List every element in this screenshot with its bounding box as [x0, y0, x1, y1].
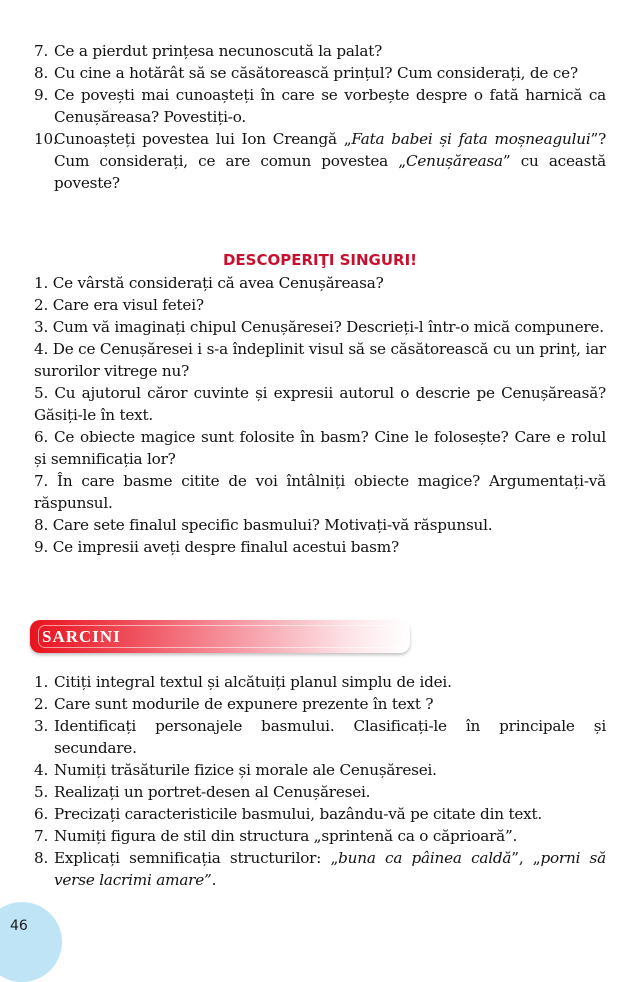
- item-text: Precizați caracteristicile basmului, bazându-vă pe citate din text.: [54, 805, 543, 823]
- item-number: 7.: [34, 827, 49, 845]
- list-item: [34, 715, 606, 759]
- questions-top-list: [34, 40, 606, 194]
- item-text: Care sunt modurile de expunere prezente în text ?: [54, 695, 434, 713]
- list-item: 8. Care sete finalul specific basmului? Motivați-vă răspunsul.: [34, 516, 493, 534]
- item-text: Cu cine a hotărât să se căsătorească prințul? Cum considerați, de ce?: [54, 64, 578, 82]
- item-text-part: Cunoașteți povestea lui Ion Creangă „: [54, 130, 352, 148]
- list-item: [34, 128, 606, 194]
- item-number: 5.: [34, 783, 49, 801]
- list-item: [34, 84, 606, 128]
- item-number: 8.: [34, 64, 49, 82]
- item-text: Realizați un portret-desen al Cenușăresei.: [54, 783, 371, 801]
- item-number: 4.: [34, 761, 49, 779]
- list-item: 2. Care era visul fetei?: [34, 296, 204, 314]
- item-number: 3.: [34, 717, 49, 735]
- item-number: 7.: [34, 42, 49, 60]
- list-item: [34, 693, 606, 715]
- item-number: 1.: [34, 673, 49, 691]
- item-text-part: Explicați semnificația structurilor: „: [54, 849, 339, 867]
- list-item: [34, 62, 606, 84]
- list-item: 1. Ce vârstă considerați că avea Cenușăreasa?: [34, 274, 384, 292]
- item-text-italic: porni să verse lacrimi amare”.: [54, 849, 607, 889]
- item-text: Numiți figura de stil din structura „sprintenă ca o căprioară”.: [54, 827, 518, 845]
- item-number: 9.: [34, 86, 49, 104]
- item-text-part: ” cu această poveste?: [54, 152, 606, 192]
- section-heading-sarcini: SARCINI: [42, 627, 121, 646]
- list-item: [34, 781, 606, 803]
- item-text-part: ”, „: [511, 849, 541, 867]
- item-number: 6.: [34, 805, 49, 823]
- item-text: Identificați personajele basmului. Clasificați-le în principale și secundare.: [54, 717, 606, 757]
- item-number: 2.: [34, 695, 49, 713]
- list-item: [34, 759, 606, 781]
- list-item: 3. Cum vă imaginați chipul Cenușăresei? Descrieți-l într-o mică compunere.: [34, 318, 604, 336]
- item-text-italic: Fata babei și fata moșneagului: [351, 130, 591, 148]
- item-text: Citiți integral textul și alcătuiți planul simplu de idei.: [54, 673, 452, 691]
- item-text-italic: buna ca pâinea caldă: [338, 849, 512, 867]
- sarcini-list: [34, 671, 606, 891]
- item-text: Ce povești mai cunoașteți în care se vorbește despre o fată harnică ca Cenușăreasa? Povestiți-o.: [54, 86, 606, 126]
- list-item: 4. De ce Cenușăresei i s-a îndeplinit visul să se căsătorească cu un prinț, iar surorilor vitrege nu?: [34, 340, 606, 380]
- item-text-italic: Cenușăreasa: [405, 152, 503, 170]
- list-item: [34, 40, 606, 62]
- item-text: Numiți trăsăturile fizice și morale ale Cenușăresei.: [54, 761, 437, 779]
- list-item: [34, 803, 606, 825]
- list-item: 6. Ce obiecte magice sunt folosite în basm? Cine le folosește? Care e rolul și semnificația lor?: [34, 428, 606, 468]
- item-number: 8.: [34, 849, 49, 867]
- item-number: 10.: [34, 130, 58, 148]
- section-heading-descoperiti: DESCOPERIŢI SINGURI!: [222, 251, 418, 269]
- page-number: 46: [10, 918, 28, 934]
- list-item: [34, 825, 606, 847]
- list-item: [34, 671, 606, 693]
- item-text: Ce a pierdut prințesa necunoscută la palat?: [54, 42, 383, 60]
- page-number-badge: [0, 902, 62, 982]
- item-text-part: ”? Cum considerați, ce are comun povestea „: [54, 130, 607, 170]
- list-item: 9. Ce impresii aveți despre finalul acestui basm?: [34, 538, 399, 556]
- list-item: 5. Cu ajutorul căror cuvinte și expresii autorul o descrie pe Cenușăreasă? Găsiți-le în text.: [34, 384, 606, 424]
- descoperiti-list: [34, 272, 606, 558]
- list-item: [34, 847, 606, 891]
- list-item: 7. În care basme citite de voi întâlniți obiecte magice? Argumentați-vă răspunsul.: [34, 472, 606, 512]
